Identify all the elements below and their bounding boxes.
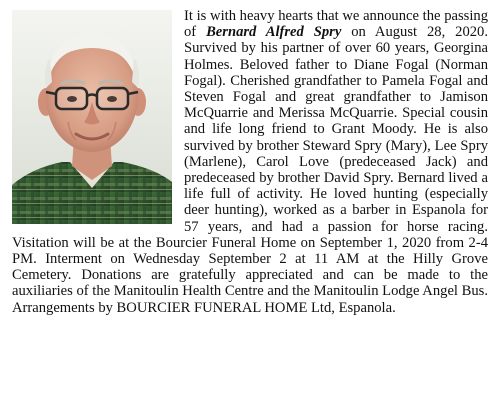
- obituary-notice: [12, 8, 488, 408]
- obituary-intro: It is with heavy hearts that we announce the passing of: [184, 8, 488, 41]
- obituary-body: on August 28, 2020. Survived by his partner of over 60 years, Georgina Holmes. Beloved father to Diane Fogal (Norman Fogal). Cherished grandfather to Pamela Fogal and Steven Fogal and great grandfather to Jamison McQuarrie and Merissa McQuarrie. Special cousin and life long friend to Grant Moody. He is also survived by brother Steward Spry (Mary), Lee Spry (Marlene), Carol Love (predeceased Jack) and predeceased by brother David Spry. Bernard lived a life full of activity. He loved hunting (especially deer hunting), worked as a barber in Espanola for 57 years, and had a passion for horse racing. Visitation will be at the Bourcier Funeral Home on September 1, 2020 from 2-4 PM. Interment on Wednesday September 2 at 11 AM at the Hilly Grove Cemetery. Donations are gratefully appreciated and can be made to the auxiliaries of the Manitoulin Health Centre and the Manitoulin Lodge Angel Bus. Arrangements by BOURCIER FUNERAL HOME Ltd, Espanola.: [12, 24, 488, 316]
- deceased-name: Bernard Alfred Spry: [206, 24, 342, 41]
- portrait-photo: [12, 10, 172, 224]
